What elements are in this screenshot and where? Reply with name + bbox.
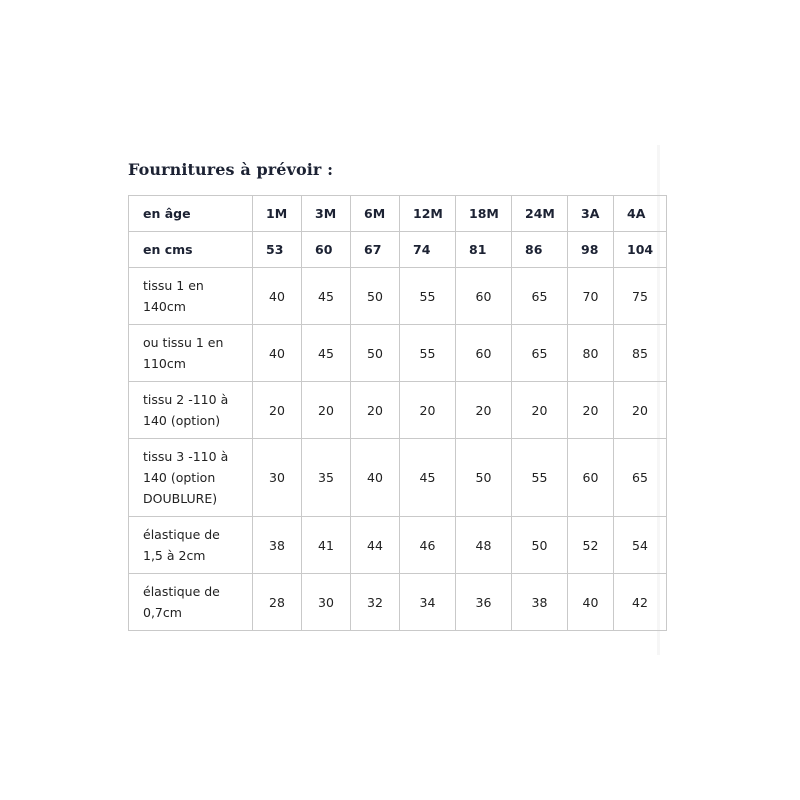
value-cell: 36 (456, 574, 512, 631)
value-cell: 20 (456, 382, 512, 439)
row-label-line: élastique de (143, 527, 220, 542)
value-cell: 54 (614, 517, 667, 574)
row-label-line: tissu 1 en (143, 278, 204, 293)
value-cell: 20 (302, 382, 351, 439)
value-cell: 55 (512, 439, 568, 517)
table-header-row (129, 196, 667, 232)
row-label-line: DOUBLURE) (143, 491, 218, 506)
age-cell: 3A (568, 196, 614, 232)
value-cell: 20 (400, 382, 456, 439)
value-cell: 45 (400, 439, 456, 517)
table-row (129, 382, 667, 439)
size-cell: 104 (614, 232, 667, 268)
value-cell: 20 (253, 382, 302, 439)
row-label (129, 382, 253, 439)
size-cell: 74 (400, 232, 456, 268)
age-cell: 4A (614, 196, 667, 232)
size-cell: 81 (456, 232, 512, 268)
value-cell: 40 (253, 268, 302, 325)
value-cell: 65 (512, 268, 568, 325)
age-cell: 6M (351, 196, 400, 232)
age-cell: 18M (456, 196, 512, 232)
size-row (129, 232, 667, 268)
value-cell: 40 (568, 574, 614, 631)
row-label-line: 110cm (143, 356, 186, 371)
value-cell: 40 (351, 439, 400, 517)
value-cell: 60 (456, 268, 512, 325)
value-cell: 80 (568, 325, 614, 382)
row-label (129, 268, 253, 325)
value-cell: 50 (456, 439, 512, 517)
row-label (129, 325, 253, 382)
value-cell: 52 (568, 517, 614, 574)
value-cell: 38 (253, 517, 302, 574)
row-label-line: 140 (option (143, 470, 216, 485)
value-cell: 45 (302, 325, 351, 382)
table-row (129, 574, 667, 631)
value-cell: 70 (568, 268, 614, 325)
row-label: en cms (129, 232, 253, 268)
value-cell: 38 (512, 574, 568, 631)
size-cell: 60 (302, 232, 351, 268)
value-cell: 44 (351, 517, 400, 574)
row-label-line: tissu 2 -110 à (143, 392, 229, 407)
value-cell: 30 (253, 439, 302, 517)
row-label-line: 0,7cm (143, 605, 182, 620)
row-label (129, 439, 253, 517)
row-label (129, 574, 253, 631)
value-cell: 50 (351, 268, 400, 325)
value-cell: 30 (302, 574, 351, 631)
value-cell: 28 (253, 574, 302, 631)
value-cell: 34 (400, 574, 456, 631)
page-title: Fournitures à prévoir : (128, 160, 334, 179)
value-cell: 65 (614, 439, 667, 517)
value-cell: 35 (302, 439, 351, 517)
value-cell: 55 (400, 268, 456, 325)
row-label-line: 140cm (143, 299, 186, 314)
value-cell: 20 (351, 382, 400, 439)
value-cell: 32 (351, 574, 400, 631)
row-label-line: 140 (option) (143, 413, 221, 428)
row-label: en âge (129, 196, 253, 232)
supplies-table (128, 195, 667, 631)
age-cell: 1M (253, 196, 302, 232)
value-cell: 85 (614, 325, 667, 382)
value-cell: 75 (614, 268, 667, 325)
value-cell: 55 (400, 325, 456, 382)
age-cell: 12M (400, 196, 456, 232)
size-cell: 98 (568, 232, 614, 268)
value-cell: 50 (512, 517, 568, 574)
value-cell: 40 (253, 325, 302, 382)
value-cell: 50 (351, 325, 400, 382)
value-cell: 60 (456, 325, 512, 382)
size-cell: 53 (253, 232, 302, 268)
value-cell: 41 (302, 517, 351, 574)
value-cell: 48 (456, 517, 512, 574)
row-label-line: 1,5 à 2cm (143, 548, 206, 563)
age-cell: 24M (512, 196, 568, 232)
value-cell: 42 (614, 574, 667, 631)
table-row (129, 325, 667, 382)
size-cell: 86 (512, 232, 568, 268)
table-row (129, 439, 667, 517)
value-cell: 20 (614, 382, 667, 439)
row-label-line: élastique de (143, 584, 220, 599)
size-cell: 67 (351, 232, 400, 268)
age-cell: 3M (302, 196, 351, 232)
value-cell: 65 (512, 325, 568, 382)
value-cell: 46 (400, 517, 456, 574)
row-label-line: ou tissu 1 en (143, 335, 224, 350)
row-label-line: tissu 3 -110 à (143, 449, 229, 464)
value-cell: 20 (568, 382, 614, 439)
value-cell: 45 (302, 268, 351, 325)
value-cell: 60 (568, 439, 614, 517)
table-row (129, 517, 667, 574)
value-cell: 20 (512, 382, 568, 439)
row-label (129, 517, 253, 574)
table-row (129, 268, 667, 325)
